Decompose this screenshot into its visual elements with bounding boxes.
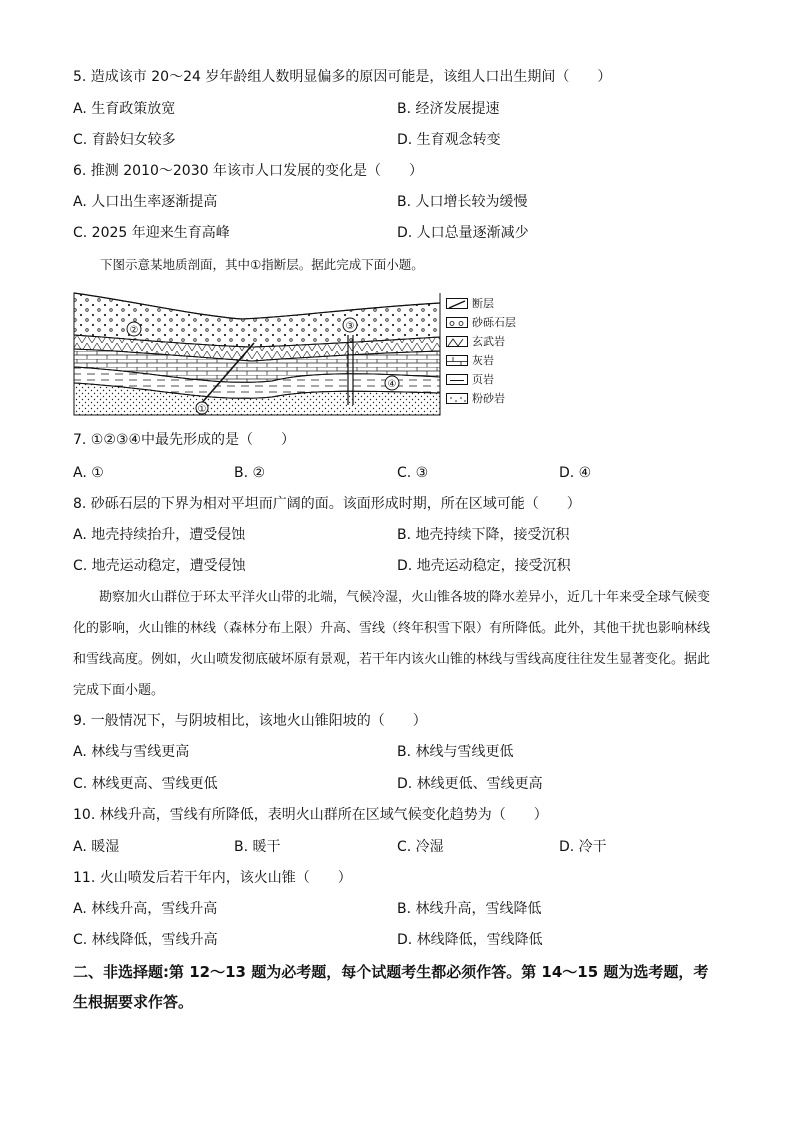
q6-option-d: D. 人口总量逐渐减少 — [397, 225, 529, 241]
q10-option-d: D. 冷干 — [559, 839, 607, 855]
q8-option-b: B. 地壳持续下降，接受沉积 — [397, 527, 570, 543]
marker-4 — [385, 376, 399, 390]
legend-label-basalt: 玄武岩 — [472, 335, 505, 348]
q9-stem: 9. 一般情况下，与阴坡相比，该地火山锥阳坡的（ ） — [73, 713, 427, 729]
marker-1 — [196, 402, 208, 415]
q5-option-a: A. 生育政策放宽 — [73, 101, 176, 117]
q9-option-b: B. 林线与雪线更低 — [397, 744, 514, 760]
shale-swatch-icon — [446, 374, 468, 385]
marker-2 — [127, 322, 141, 336]
q8-option-a: A. 地壳持续抬升，遭受侵蚀 — [73, 527, 246, 543]
section-2-heading: 二、非选择题:第 12～13 题为必考题，每个试题考生都必须作答。第 14～15 题为选考题，考生根据要求作答。 — [73, 963, 709, 1011]
q10-option-b: B. 暖干 — [234, 839, 281, 855]
marker-3 — [343, 318, 357, 332]
legend-label-siltstone: 粉砂岩 — [472, 392, 505, 405]
q11-option-c: C. 林线降低，雪线升高 — [73, 932, 218, 948]
q6-option-a: A. 人口出生率逐渐提高 — [73, 194, 218, 210]
basalt-swatch-icon — [446, 336, 468, 347]
q7-option-b: B. ② — [234, 465, 266, 481]
svg-text:②: ② — [129, 325, 139, 336]
svg-text:④: ④ — [387, 379, 397, 390]
q6-stem: 6. 推测 2010～2030 年该市人口发展的变化是（ ） — [73, 163, 423, 179]
q5-option-d: D. 生育观念转变 — [397, 132, 501, 148]
q9-option-d: D. 林线更低、雪线更高 — [397, 776, 543, 792]
legend-label-fault: 断层 — [472, 297, 494, 310]
siltstone-swatch-icon — [446, 393, 468, 404]
q6-option-c: C. 2025 年迎来生育高峰 — [73, 225, 230, 241]
geology-intro: 下图示意某地质剖面，其中①指断层。据此完成下面小题。 — [100, 257, 424, 272]
q10-option-c: C. 冷湿 — [397, 839, 444, 855]
q5-option-b: B. 经济发展提速 — [397, 101, 500, 117]
q7-option-d: D. ④ — [559, 465, 592, 481]
q8-option-c: C. 地壳运动稳定，遭受侵蚀 — [73, 558, 246, 574]
svg-text:③: ③ — [345, 321, 355, 332]
legend-label-shale: 页岩 — [472, 373, 494, 386]
q11-option-d: D. 林线降低，雪线降低 — [397, 932, 543, 948]
q7-option-a: A. ① — [73, 465, 104, 481]
volcano-intro — [73, 582, 721, 706]
q10-option-a: A. 暖湿 — [73, 839, 120, 855]
q9-option-c: C. 林线更高、雪线更低 — [73, 776, 218, 792]
legend-label-gravel: 砂砾石层 — [472, 316, 516, 329]
q10-stem: 10. 林线升高，雪线有所降低，表明火山群所在区域气候变化趋势为（ ） — [73, 807, 548, 823]
q8-option-d: D. 地壳运动稳定，接受沉积 — [397, 558, 571, 574]
q7-option-c: C. ③ — [397, 465, 429, 481]
volcano-intro-text: 勘察加火山群位于环太平洋火山带的北端，气候冷湿，火山锥各坡的降水差异小，近几十年来受全球气候变化的影响，火山锥的林线（森林分布上限）升高、雪线（终年积雪下限）有所降低。此外，其他干扰也影响林线和雪线高度。例如，火山喷发彻底破坏原有景观，若干年内该火山锥的林线与雪线高度往往发生显著变化。据此完成下面小题。 — [73, 590, 711, 698]
geologic-section-diagram — [72, 287, 442, 417]
legend-label-limestone: 灰岩 — [472, 354, 494, 367]
q9-option-a: A. 林线与雪线更高 — [73, 744, 190, 760]
q7-stem: 7. ①②③④中最先形成的是（ ） — [73, 432, 296, 448]
svg-text:①: ① — [197, 404, 207, 415]
q6-option-b: B. 人口增长较为缓慢 — [397, 194, 528, 210]
limestone-swatch-icon — [446, 355, 468, 366]
q5-option-c: C. 育龄妇女较多 — [73, 132, 176, 148]
q11-option-b: B. 林线升高，雪线降低 — [397, 901, 542, 917]
q11-option-a: A. 林线升高，雪线升高 — [73, 901, 218, 917]
q8-stem: 8. 砂砾石层的下界为相对平坦而广阔的面。该面形成时期，所在区域可能（ ） — [73, 496, 581, 512]
fault-swatch-icon — [446, 298, 468, 309]
q5-stem: 5. 造成该市 20～24 岁年龄组人数明显偏多的原因可能是，该组人口出生期间（ ） — [73, 69, 612, 85]
q11-stem: 11. 火山喷发后若干年内，该火山锥（ ） — [73, 870, 352, 886]
gravel-swatch-icon — [446, 317, 468, 328]
